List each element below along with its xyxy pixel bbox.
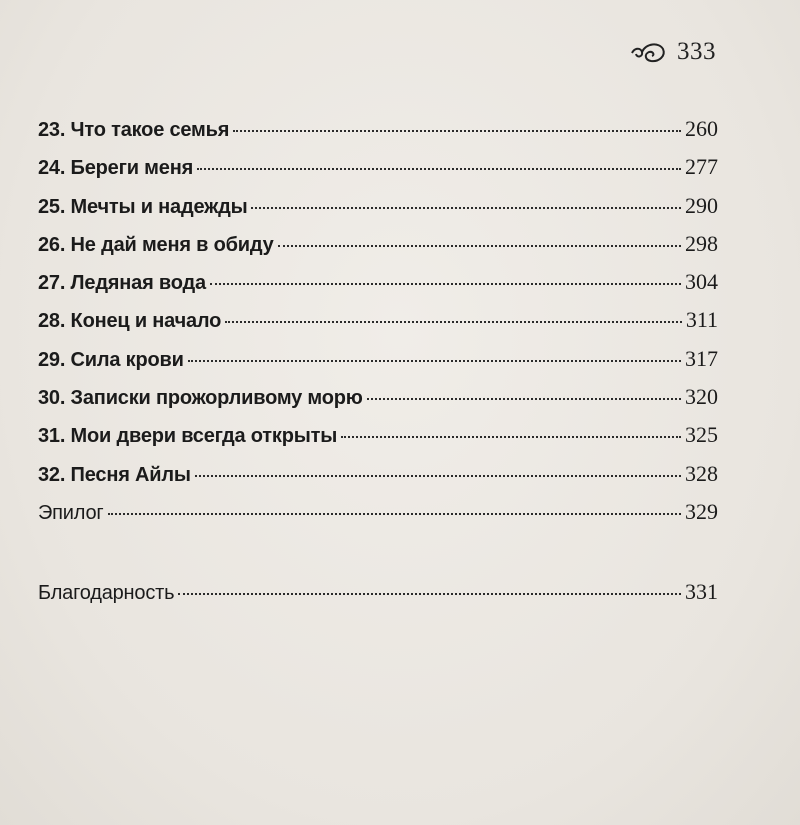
toc-entry-title: 28. Конец и начало [38, 310, 222, 333]
toc-entry-page: 328 [685, 460, 718, 486]
toc-entry-25[interactable] [38, 193, 718, 231]
page-header [629, 38, 716, 66]
toc-entry-23[interactable] [38, 116, 718, 154]
toc-entry-page: 329 [685, 498, 718, 524]
toc-entry-title: 30. Записки прожорливому морю [38, 387, 363, 410]
toc-entry-page: 277 [685, 154, 718, 180]
toc-entry-acknowledgements[interactable] [38, 579, 718, 617]
dot-leader [278, 245, 681, 247]
toc-entry-31[interactable] [38, 422, 718, 460]
dot-leader [251, 207, 681, 209]
dot-leader [197, 168, 681, 170]
toc-entry-28[interactable] [38, 307, 718, 345]
dot-leader [225, 321, 682, 323]
dot-leader [210, 283, 681, 285]
dot-leader [195, 475, 681, 477]
toc-entry-page: 298 [685, 230, 718, 256]
toc-entry-32[interactable] [38, 461, 718, 499]
dot-leader [108, 513, 682, 515]
toc-entry-page: 311 [685, 307, 718, 333]
toc-entry-page: 320 [685, 384, 718, 410]
toc-entry-29[interactable] [38, 346, 718, 384]
toc-entry-title: Эпилог [38, 501, 104, 524]
toc-entry-title: 29. Сила крови [38, 348, 184, 371]
toc-entry-page: 304 [685, 269, 718, 295]
toc-entry-page: 331 [685, 579, 718, 605]
dot-leader [367, 398, 681, 400]
page-number: 333 [677, 38, 716, 65]
toc-entry-title: Благодарность [38, 582, 175, 605]
toc-entry-title: 32. Песня Айлы [38, 463, 191, 486]
table-of-contents [38, 116, 718, 618]
toc-entry-epilogue[interactable] [38, 499, 718, 537]
toc-entry-page: 260 [685, 116, 718, 141]
section-spacer [38, 537, 718, 579]
toc-entry-title: 27. Ледяная вода [38, 272, 206, 295]
toc-entry-title: 26. Не дай меня в обиду [38, 233, 274, 256]
toc-entry-27[interactable] [38, 269, 718, 307]
dot-leader [188, 360, 681, 362]
toc-entry-title: 31. Мои двери всегда открыты [38, 425, 338, 448]
toc-entry-page: 317 [685, 345, 718, 371]
toc-entry-title: 25. Мечты и надежды [38, 195, 248, 218]
dot-leader [178, 593, 681, 595]
toc-entry-26[interactable] [38, 231, 718, 269]
dot-leader [233, 130, 681, 132]
dot-leader [341, 436, 681, 438]
toc-entry-title: 24. Береги меня [38, 157, 194, 180]
toc-entry-page: 290 [685, 192, 718, 218]
swirl-ornament-icon [629, 38, 667, 66]
toc-entry-page: 325 [685, 422, 718, 448]
toc-entry-30[interactable] [38, 384, 718, 422]
toc-entry-title: 23. Что такое семья [38, 119, 230, 141]
toc-entry-24[interactable] [38, 154, 718, 192]
